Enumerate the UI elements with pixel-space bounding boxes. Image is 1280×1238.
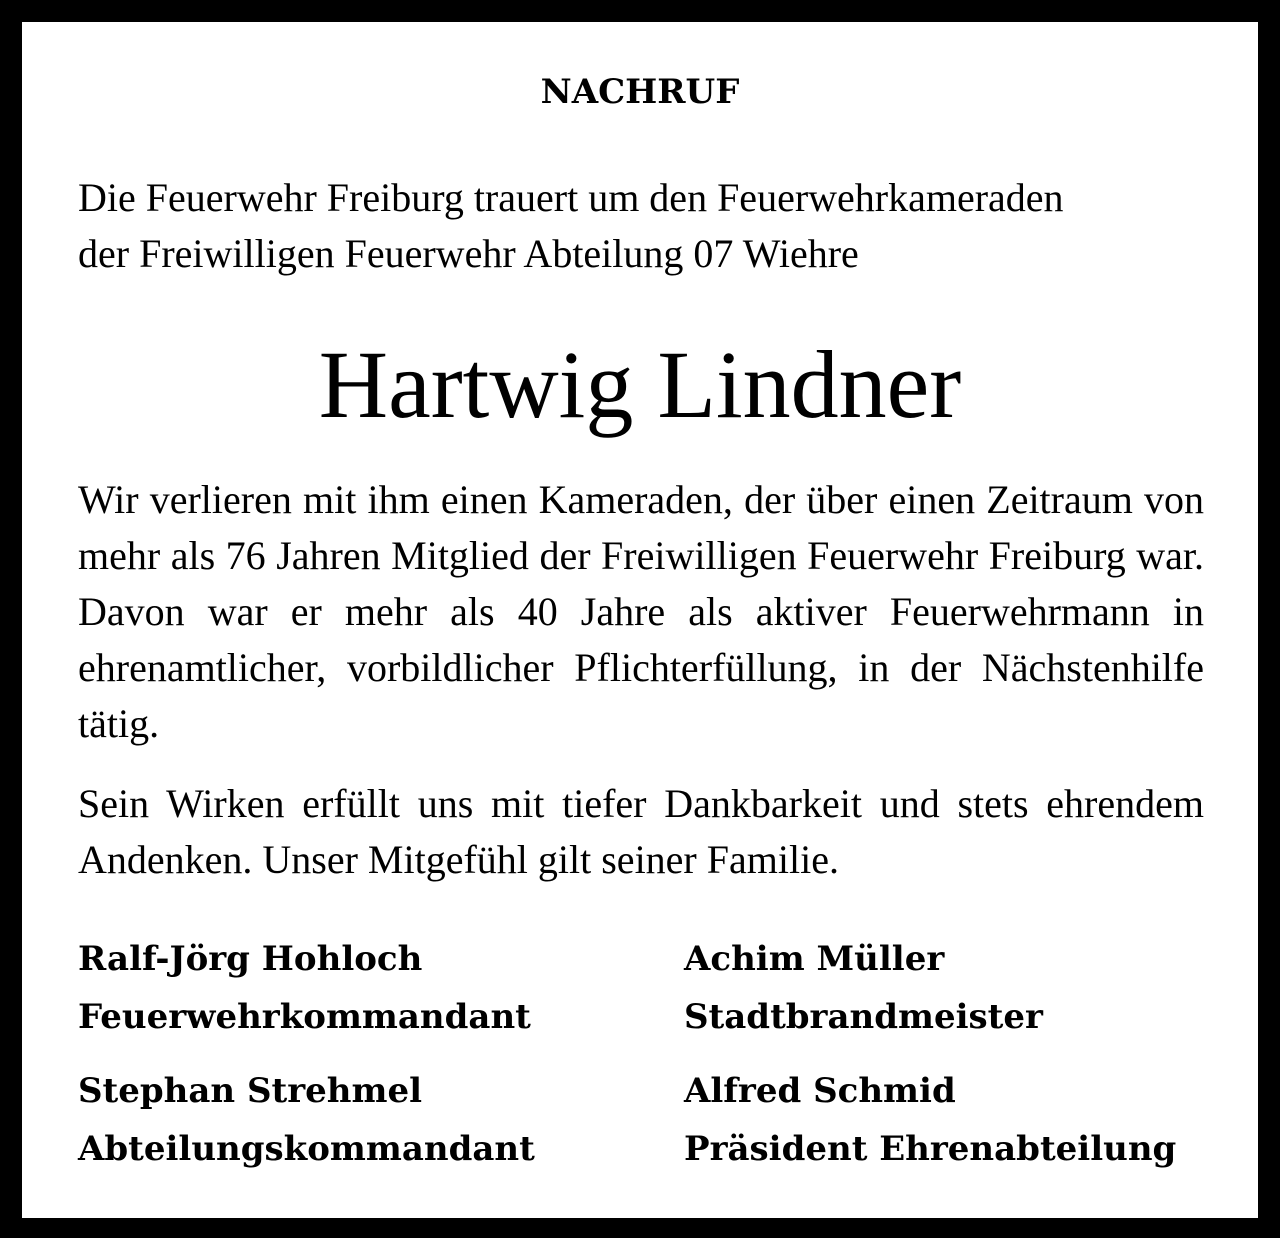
signatory-3 <box>78 1062 535 1178</box>
signatory-title: Stadtbrandmeister <box>684 997 1043 1037</box>
signatory-name: Alfred Schmid <box>684 1071 956 1111</box>
obituary-notice <box>22 22 1258 1218</box>
intro-text <box>78 170 1218 282</box>
signatory-title: Feuerwehrkommandant <box>78 997 531 1037</box>
signatory-title: Präsident Ehrenabteilung <box>684 1129 1177 1169</box>
tribute-paragraph-1: Wir verlieren mit ihm einen Kameraden, der über einen Zeitraum von mehr als 76 Jahren Mitglied der Freiwilligen Feuerwehr Freiburg war. Davon war er mehr als 40 Jahre als aktiver Feuerwehrmann in ehrenamtlicher, vorbildlicher Pflichterfüllung, in der Nächstenhilfe tätig. <box>78 477 1204 746</box>
signatory-name: Ralf-Jörg Hohloch <box>78 939 423 979</box>
signatory-1 <box>78 930 531 1046</box>
deceased-name: Hartwig Lindner <box>318 331 962 438</box>
signatory-name: Stephan Strehmel <box>78 1071 423 1111</box>
intro-line-2: der Freiwilligen Feuerwehr Abteilung 07 Wiehre <box>78 231 859 276</box>
signatory-name: Achim Müller <box>684 939 945 979</box>
notice-heading: NACHRUF <box>540 72 740 112</box>
signatory-2 <box>684 930 1043 1046</box>
signatory-title: Abteilungskommandant <box>78 1129 535 1169</box>
intro-line-1: Die Feuerwehr Freiburg trauert um den Feuerwehrkameraden <box>78 175 1064 220</box>
signatory-4 <box>684 1062 1176 1178</box>
tribute-paragraph-2: Sein Wirken erfüllt uns mit tiefer Dankbarkeit und stets ehrendem Andenken. Unser Mitgefühl gilt seiner Familie. <box>78 781 1204 882</box>
